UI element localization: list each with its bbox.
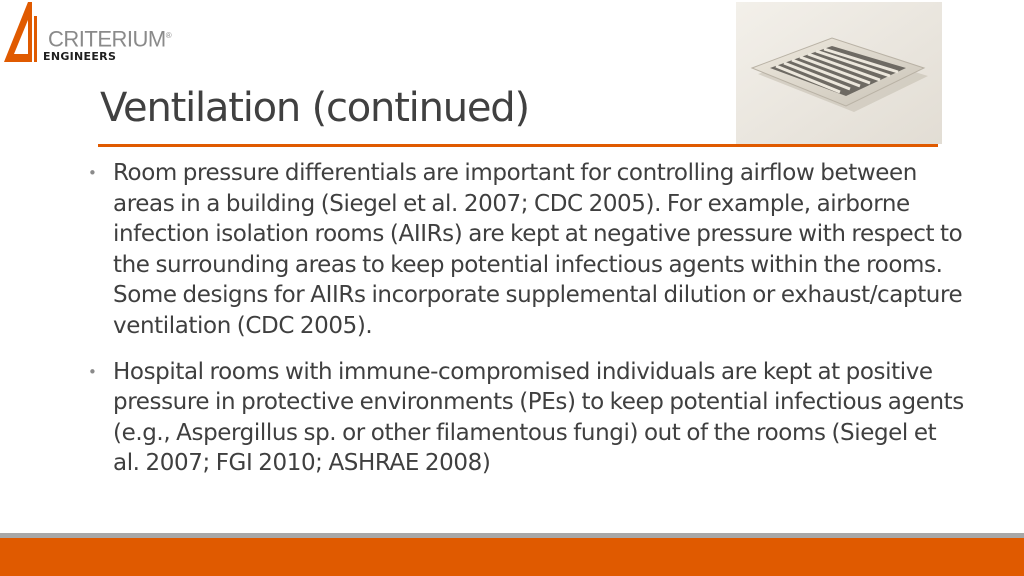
logo-wordmark-text: CRITERIUM	[48, 26, 166, 52]
bullet-marker: •	[88, 164, 97, 182]
footer-band	[0, 538, 1024, 576]
bullet-text: Hospital rooms with immune-compromised individuals are kept at positive pressure in protective environments (PEs) to keep potential infectious agents (e.g., Aspergillus sp. or other filamentous fungi) out of the rooms (Siegel et al. 2007; FGI 2010; ASHRAE 2008)	[113, 358, 964, 477]
bullet-item	[88, 158, 968, 342]
logo-trademark: ®	[165, 31, 172, 40]
criterium-logo	[4, 2, 176, 66]
bullet-item	[88, 357, 968, 479]
slide-title: Ventilation (continued)	[100, 85, 529, 131]
ceiling-vent-photo	[736, 2, 942, 144]
bullet-marker: •	[88, 362, 97, 381]
logo-subline: ENGINEERS	[43, 50, 117, 63]
logo-wordmark	[48, 24, 171, 51]
bullet-list	[88, 158, 968, 479]
title-underline	[98, 144, 938, 147]
bullet-text: Room pressure differentials are important for controlling airflow between areas in a building (Siegel et al. 2007; CDC 2005). For example, airborne infection isolation rooms (AIIRs) are kept at negative pressure with respect to the surrounding areas to keep potential infectious agents within the rooms. Some designs for AIIRs incorporate supplemental dilution or exhaust/capture ventilation (CDC 2005).	[113, 160, 963, 339]
